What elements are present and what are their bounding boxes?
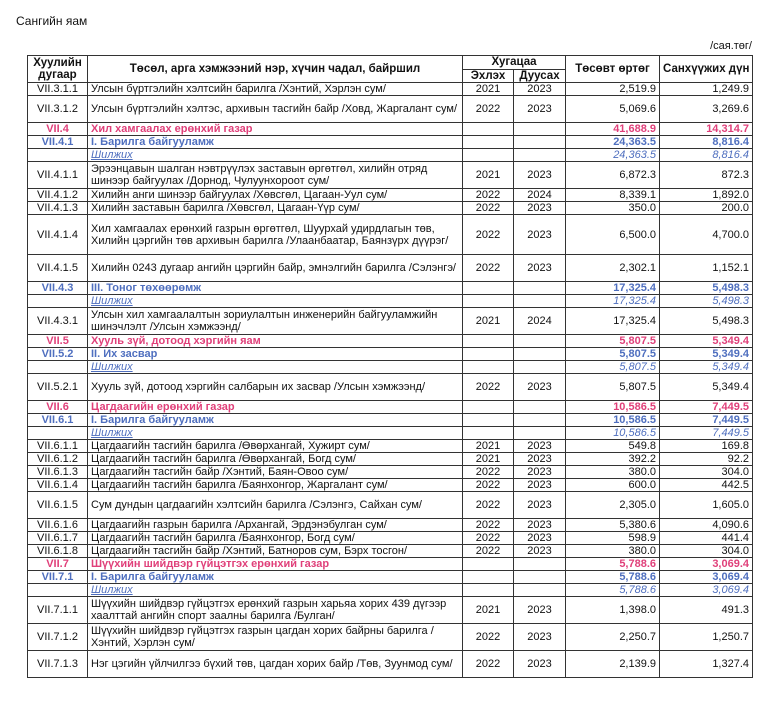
row-cost: 24,363.5 xyxy=(566,149,660,162)
header-start: Эхлэх xyxy=(463,69,514,83)
row-funding: 5,498.3 xyxy=(660,295,753,308)
row-end-year: 2023 xyxy=(514,519,566,532)
row-name: Цагдаагийн тасгийн барилга /Баянхонгор, Жаргалант сум/ xyxy=(88,479,463,492)
header-funding: Санхүүжих дүн xyxy=(660,56,753,83)
row-start-year xyxy=(463,295,514,308)
transfer-row xyxy=(28,361,753,374)
row-name: III. Тоног төхөөрөмж xyxy=(88,282,463,295)
row-name: Улсын бүртгэлийн хэлтсийн барилга /Хэнтий, Хэрлэн сум/ xyxy=(88,83,463,96)
row-cost: 2,250.7 xyxy=(566,624,660,651)
row-code: VII.4.1 xyxy=(28,136,88,149)
row-start-year: 2021 xyxy=(463,440,514,453)
row-end-year xyxy=(514,571,566,584)
row-cost: 549.8 xyxy=(566,440,660,453)
row-code: VII.6.1.8 xyxy=(28,545,88,558)
row-funding: 3,069.4 xyxy=(660,558,753,571)
row-start-year: 2022 xyxy=(463,96,514,123)
row-start-year: 2022 xyxy=(463,255,514,282)
row-name: Цагдаагийн тасгийн барилга /Баянхонгор, Богд сум/ xyxy=(88,532,463,545)
transfer-row xyxy=(28,149,753,162)
row-start-year: 2022 xyxy=(463,545,514,558)
row-code: VII.6.1.5 xyxy=(28,492,88,519)
row-funding: 1,152.1 xyxy=(660,255,753,282)
row-funding: 5,498.3 xyxy=(660,282,753,295)
row-code: VII.4.3 xyxy=(28,282,88,295)
row-funding: 441.4 xyxy=(660,532,753,545)
row-funding: 304.0 xyxy=(660,466,753,479)
row-name xyxy=(88,295,463,308)
row-start-year xyxy=(463,348,514,361)
row-code: VII.6.1.3 xyxy=(28,466,88,479)
row-end-year xyxy=(514,295,566,308)
subsection-row xyxy=(28,136,753,149)
row-code: VII.6.1.1 xyxy=(28,440,88,453)
row-cost: 5,788.6 xyxy=(566,571,660,584)
row-end-year: 2023 xyxy=(514,440,566,453)
row-start-year: 2022 xyxy=(463,492,514,519)
row-end-year: 2023 xyxy=(514,545,566,558)
table-row xyxy=(28,96,753,123)
row-cost: 2,302.1 xyxy=(566,255,660,282)
row-cost: 8,339.1 xyxy=(566,189,660,202)
row-start-year xyxy=(463,558,514,571)
section-row xyxy=(28,335,753,348)
row-start-year: 2022 xyxy=(463,479,514,492)
row-code xyxy=(28,361,88,374)
row-code xyxy=(28,427,88,440)
transfer-label: Шилжих xyxy=(91,427,133,439)
row-start-year: 2022 xyxy=(463,519,514,532)
row-cost: 5,807.5 xyxy=(566,348,660,361)
table-row xyxy=(28,162,753,189)
row-start-year: 2021 xyxy=(463,83,514,96)
row-name: Шүүхийн шийдвэр гүйцэтгэх газрын цагдан хорих байрны барилга /Хэнтий, Хэрлэн сум/ xyxy=(88,624,463,651)
row-code: VII.6.1.2 xyxy=(28,453,88,466)
row-start-year: 2021 xyxy=(463,308,514,335)
row-name: Хил хамгаалах ерөнхий газрын өргөтгөл, Шуурхай удирдлагын төв, Хилийн цэргийн төв архивын барилга /Улаанбаатар, Баянзүрх дүүрэг/ xyxy=(88,215,463,255)
row-end-year: 2023 xyxy=(514,651,566,678)
row-cost: 2,305.0 xyxy=(566,492,660,519)
section-row xyxy=(28,558,753,571)
row-cost: 10,586.5 xyxy=(566,414,660,427)
table-row xyxy=(28,255,753,282)
row-code: VII.7.1.3 xyxy=(28,651,88,678)
table-row xyxy=(28,215,753,255)
row-funding: 5,349.4 xyxy=(660,361,753,374)
row-end-year: 2023 xyxy=(514,453,566,466)
row-end-year xyxy=(514,348,566,361)
row-end-year: 2024 xyxy=(514,308,566,335)
row-funding: 5,349.4 xyxy=(660,374,753,401)
row-code: VII.4.1.3 xyxy=(28,202,88,215)
table-row xyxy=(28,651,753,678)
row-start-year xyxy=(463,361,514,374)
row-end-year xyxy=(514,361,566,374)
row-cost: 380.0 xyxy=(566,466,660,479)
subsection-row xyxy=(28,348,753,361)
row-start-year: 2021 xyxy=(463,453,514,466)
row-code: VII.3.1.1 xyxy=(28,83,88,96)
row-end-year: 2023 xyxy=(514,466,566,479)
row-end-year: 2023 xyxy=(514,255,566,282)
row-end-year: 2023 xyxy=(514,215,566,255)
row-code: VII.7.1.1 xyxy=(28,597,88,624)
row-funding: 8,816.4 xyxy=(660,136,753,149)
row-name: Нэг цэгийн үйлчилгээ бүхий төв, цагдан хорих байр /Төв, Зуунмод сум/ xyxy=(88,651,463,678)
row-cost: 2,139.9 xyxy=(566,651,660,678)
row-funding: 1,605.0 xyxy=(660,492,753,519)
row-cost: 598.9 xyxy=(566,532,660,545)
row-start-year: 2022 xyxy=(463,651,514,678)
row-code: VII.7.1 xyxy=(28,571,88,584)
row-funding: 5,498.3 xyxy=(660,308,753,335)
row-end-year: 2023 xyxy=(514,96,566,123)
table-row xyxy=(28,519,753,532)
row-name: Шүүхийн шийдвэр гүйцэтгэх ерөнхий газар xyxy=(88,558,463,571)
row-name xyxy=(88,361,463,374)
table-row xyxy=(28,479,753,492)
row-cost: 5,069.6 xyxy=(566,96,660,123)
row-funding: 304.0 xyxy=(660,545,753,558)
row-funding: 92.2 xyxy=(660,453,753,466)
row-cost: 10,586.5 xyxy=(566,401,660,414)
row-start-year xyxy=(463,123,514,136)
row-cost: 5,788.6 xyxy=(566,584,660,597)
row-code: VII.7 xyxy=(28,558,88,571)
row-funding: 1,327.4 xyxy=(660,651,753,678)
budget-table xyxy=(27,55,753,678)
row-name: Хилийн 0243 дугаар ангийн цэргийн байр, эмнэлгийн барилга /Сэлэнгэ/ xyxy=(88,255,463,282)
row-start-year xyxy=(463,414,514,427)
row-name: Хилийн анги шинээр байгуулах /Хөвсгөл, Цагаан-Уул сум/ xyxy=(88,189,463,202)
row-start-year: 2022 xyxy=(463,624,514,651)
row-funding: 5,349.4 xyxy=(660,335,753,348)
row-cost: 1,398.0 xyxy=(566,597,660,624)
row-end-year xyxy=(514,584,566,597)
row-start-year xyxy=(463,584,514,597)
table-row xyxy=(28,532,753,545)
row-name: Хилийн заставын барилга /Хөвсгөл, Цагаан-Үүр сум/ xyxy=(88,202,463,215)
row-name xyxy=(88,584,463,597)
row-end-year: 2023 xyxy=(514,202,566,215)
table-row xyxy=(28,624,753,651)
table-row xyxy=(28,374,753,401)
row-funding: 7,449.5 xyxy=(660,401,753,414)
row-end-year xyxy=(514,149,566,162)
transfer-row xyxy=(28,295,753,308)
row-cost: 41,688.9 xyxy=(566,123,660,136)
row-end-year: 2023 xyxy=(514,532,566,545)
row-start-year: 2022 xyxy=(463,466,514,479)
row-cost: 5,807.5 xyxy=(566,361,660,374)
row-cost: 17,325.4 xyxy=(566,308,660,335)
row-code: VII.4.1.2 xyxy=(28,189,88,202)
row-code: VII.4.1.4 xyxy=(28,215,88,255)
row-funding: 3,269.6 xyxy=(660,96,753,123)
row-start-year: 2021 xyxy=(463,162,514,189)
header-cost: Төсөвт өртөг xyxy=(566,56,660,83)
row-cost: 5,807.5 xyxy=(566,374,660,401)
row-funding: 3,069.4 xyxy=(660,584,753,597)
row-code: VII.5.2.1 xyxy=(28,374,88,401)
ministry-title: Сангийн яам xyxy=(16,14,88,28)
table-row xyxy=(28,466,753,479)
row-name: Цагдаагийн тасгийн байр /Хэнтий, Батноров сум, Бэрх тосгон/ xyxy=(88,545,463,558)
row-cost: 600.0 xyxy=(566,479,660,492)
row-code xyxy=(28,149,88,162)
table-row xyxy=(28,492,753,519)
row-name: Хууль зүй, дотоод хэргийн салбарын их засвар /Улсын хэмжээнд/ xyxy=(88,374,463,401)
row-funding: 442.5 xyxy=(660,479,753,492)
row-name: II. Их засвар xyxy=(88,348,463,361)
row-name: Хил хамгаалах ерөнхий газар xyxy=(88,123,463,136)
section-row xyxy=(28,401,753,414)
table-row xyxy=(28,597,753,624)
table-row xyxy=(28,189,753,202)
row-cost: 2,519.9 xyxy=(566,83,660,96)
row-name xyxy=(88,427,463,440)
row-end-year: 2023 xyxy=(514,597,566,624)
row-code xyxy=(28,584,88,597)
row-end-year xyxy=(514,558,566,571)
row-code: VII.6.1.6 xyxy=(28,519,88,532)
row-code xyxy=(28,295,88,308)
row-end-year xyxy=(514,401,566,414)
row-name: Цагдаагийн газрын барилга /Архангай, Эрдэнэбулган сум/ xyxy=(88,519,463,532)
row-funding: 7,449.5 xyxy=(660,427,753,440)
row-start-year xyxy=(463,427,514,440)
row-cost: 5,807.5 xyxy=(566,335,660,348)
row-name: Цагдаагийн ерөнхий газар xyxy=(88,401,463,414)
row-start-year xyxy=(463,149,514,162)
header-code: Хуулийн дугаар xyxy=(28,56,88,83)
row-code: VII.4.1.1 xyxy=(28,162,88,189)
row-start-year: 2022 xyxy=(463,532,514,545)
row-start-year xyxy=(463,401,514,414)
row-cost: 24,363.5 xyxy=(566,136,660,149)
row-cost: 380.0 xyxy=(566,545,660,558)
row-code: VII.6.1.7 xyxy=(28,532,88,545)
row-code: VII.5 xyxy=(28,335,88,348)
unit-label: /сая.төг/ xyxy=(710,40,752,52)
row-cost: 6,872.3 xyxy=(566,162,660,189)
row-end-year: 2023 xyxy=(514,479,566,492)
row-funding: 872.3 xyxy=(660,162,753,189)
transfer-label: Шилжих xyxy=(91,149,133,161)
row-name: Улсын хил хамгаалалтын зориулалтын инженерийн байгууламжийн шинэчлэлт /Улсын хэмжээнд/ xyxy=(88,308,463,335)
row-start-year: 2022 xyxy=(463,189,514,202)
table-row xyxy=(28,308,753,335)
row-end-year xyxy=(514,427,566,440)
row-code: VII.6.1 xyxy=(28,414,88,427)
row-name: I. Барилга байгууламж xyxy=(88,414,463,427)
row-funding: 8,816.4 xyxy=(660,149,753,162)
row-cost: 5,380.6 xyxy=(566,519,660,532)
row-name: I. Барилга байгууламж xyxy=(88,571,463,584)
row-funding: 14,314.7 xyxy=(660,123,753,136)
transfer-row xyxy=(28,584,753,597)
row-name: Цагдаагийн тасгийн барилга /Өвөрхангай, Хужирт сум/ xyxy=(88,440,463,453)
transfer-row xyxy=(28,427,753,440)
row-end-year xyxy=(514,335,566,348)
row-end-year: 2023 xyxy=(514,83,566,96)
row-code: VII.4.3.1 xyxy=(28,308,88,335)
row-start-year: 2022 xyxy=(463,374,514,401)
row-start-year xyxy=(463,335,514,348)
row-end-year xyxy=(514,282,566,295)
row-end-year: 2023 xyxy=(514,624,566,651)
header-end: Дуусах xyxy=(514,69,566,83)
row-funding: 1,892.0 xyxy=(660,189,753,202)
row-funding: 4,090.6 xyxy=(660,519,753,532)
row-name: Улсын бүртгэлийн хэлтэс, архивын тасгийн байр /Ховд, Жаргалант сум/ xyxy=(88,96,463,123)
row-funding: 5,349.4 xyxy=(660,348,753,361)
table-row xyxy=(28,83,753,96)
row-name: Цагдаагийн тасгийн барилга /Өвөрхангай, Богд сум/ xyxy=(88,453,463,466)
row-end-year xyxy=(514,136,566,149)
row-code: VII.7.1.2 xyxy=(28,624,88,651)
transfer-label: Шилжих xyxy=(91,361,133,373)
row-start-year xyxy=(463,571,514,584)
table-body xyxy=(28,83,753,678)
row-funding: 200.0 xyxy=(660,202,753,215)
row-name xyxy=(88,149,463,162)
row-end-year xyxy=(514,123,566,136)
row-start-year: 2022 xyxy=(463,202,514,215)
row-end-year xyxy=(514,414,566,427)
row-start-year: 2021 xyxy=(463,597,514,624)
row-code: VII.3.1.2 xyxy=(28,96,88,123)
table-row xyxy=(28,545,753,558)
row-funding: 491.3 xyxy=(660,597,753,624)
transfer-label: Шилжих xyxy=(91,584,133,596)
table-row xyxy=(28,202,753,215)
subsection-row xyxy=(28,282,753,295)
row-funding: 1,249.9 xyxy=(660,83,753,96)
row-code: VII.4 xyxy=(28,123,88,136)
row-funding: 4,700.0 xyxy=(660,215,753,255)
row-name: Сум дундын цагдаагийн хэлтсийн барилга /Сэлэнгэ, Сайхан сум/ xyxy=(88,492,463,519)
row-end-year: 2023 xyxy=(514,162,566,189)
table-row xyxy=(28,453,753,466)
row-funding: 3,069.4 xyxy=(660,571,753,584)
row-start-year: 2022 xyxy=(463,215,514,255)
row-funding: 7,449.5 xyxy=(660,414,753,427)
row-name: I. Барилга байгууламж xyxy=(88,136,463,149)
row-code: VII.5.2 xyxy=(28,348,88,361)
row-name: Эрээнцавын шалган нэвтрүүлэх заставын өргөтгөл, хилийн отряд шинээр байгуулах /Дорнод, Чулуунхороот сум/ xyxy=(88,162,463,189)
header-period: Хугацаа xyxy=(463,56,566,70)
row-end-year: 2023 xyxy=(514,492,566,519)
section-row xyxy=(28,123,753,136)
row-code: VII.6.1.4 xyxy=(28,479,88,492)
row-funding: 1,250.7 xyxy=(660,624,753,651)
row-cost: 5,788.6 xyxy=(566,558,660,571)
row-cost: 17,325.4 xyxy=(566,282,660,295)
row-cost: 392.2 xyxy=(566,453,660,466)
row-start-year xyxy=(463,136,514,149)
row-end-year: 2023 xyxy=(514,374,566,401)
subsection-row xyxy=(28,414,753,427)
row-cost: 350.0 xyxy=(566,202,660,215)
row-code: VII.4.1.5 xyxy=(28,255,88,282)
row-code: VII.6 xyxy=(28,401,88,414)
table-row xyxy=(28,440,753,453)
subsection-row xyxy=(28,571,753,584)
row-end-year: 2024 xyxy=(514,189,566,202)
row-cost: 10,586.5 xyxy=(566,427,660,440)
row-cost: 6,500.0 xyxy=(566,215,660,255)
row-name: Цагдаагийн тасгийн байр /Хэнтий, Баян-Овоо сум/ xyxy=(88,466,463,479)
row-cost: 17,325.4 xyxy=(566,295,660,308)
row-funding: 169.8 xyxy=(660,440,753,453)
transfer-label: Шилжих xyxy=(91,295,133,307)
header-name: Төсөл, арга хэмжээний нэр, хүчин чадал, байршил xyxy=(88,56,463,83)
row-start-year xyxy=(463,282,514,295)
row-name: Хууль зүй, дотоод хэргийн яам xyxy=(88,335,463,348)
row-name: Шүүхийн шийдвэр гүйцэтгэх ерөнхий газрын харьяа хорих 439 дүгээр хаалттай ангийн спорт заалны барилга /Булган/ xyxy=(88,597,463,624)
